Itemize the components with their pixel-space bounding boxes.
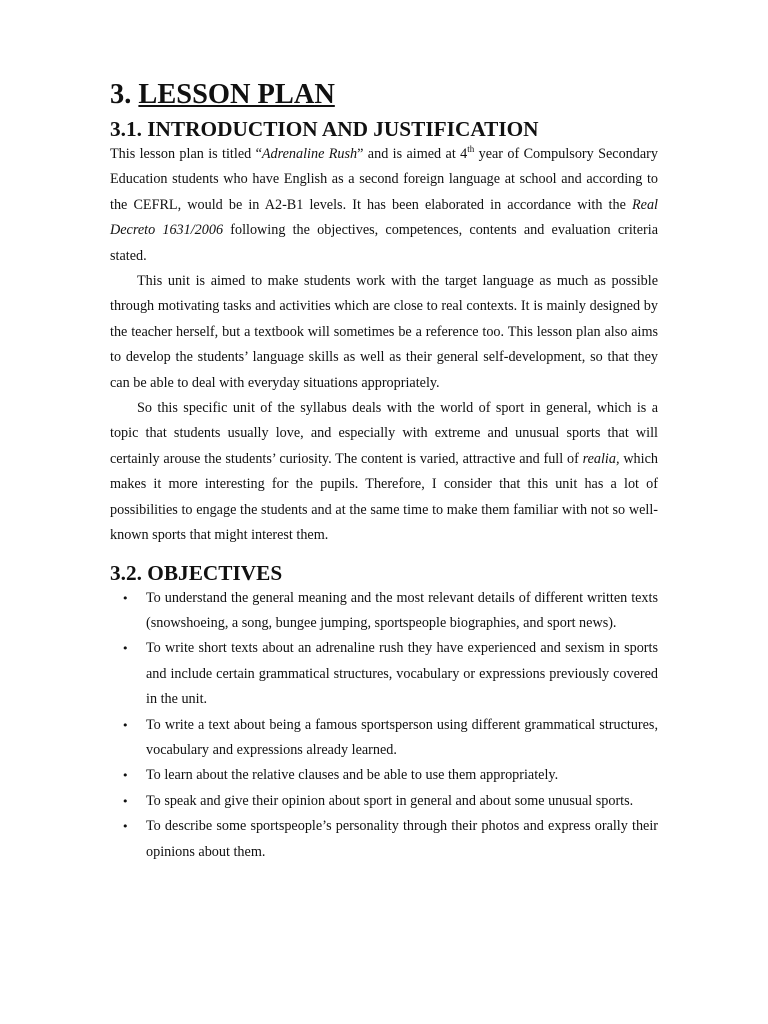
lesson-title: Adrenaline Rush	[261, 146, 358, 162]
intro-heading: 3.1. INTRODUCTION AND JUSTIFICATION	[110, 117, 539, 141]
document-page	[110, 79, 659, 865]
section-number: 3.	[110, 79, 132, 110]
bullet-icon: •	[122, 794, 129, 808]
intro-paragraph-2: This unit is aimed to make students work with the target language as much as possible through motivating tasks and activities which are close to real contexts. It is mainly designed by the teacher herself, but a textbook will sometimes be a reference too. This lesson plan also aims to develop the students’ language skills as well as their general self-development, so that they can be able to deal with everyday situations appropriately.	[110, 273, 658, 391]
ordinal-suffix: th	[467, 144, 475, 154]
decree-reference: Real Decreto 1631/2006	[110, 196, 658, 239]
section-heading	[110, 79, 658, 110]
list-item: • To learn about the relative clauses and be able to use them appropriately.	[110, 763, 658, 788]
bullet-icon: •	[122, 642, 129, 656]
list-item: • To understand the general meaning and the most relevant details of different written texts (snowshoeing, a song, bungee jumping, sportspeople biographies, and sport news).	[110, 586, 658, 637]
list-item: • To write short texts about an adrenaline rush they have experienced and sexism in sports and include certain grammatical structures, vocabulary or expressions previously covered in the unit.	[110, 636, 658, 712]
section-title: LESSON PLAN	[138, 79, 335, 110]
objectives-list	[110, 586, 658, 865]
list-item: • To speak and give their opinion about sport in general and about some unusual sports.	[110, 789, 658, 814]
realia-term: realia,	[582, 450, 620, 467]
list-item: • To write a text about being a famous sportsperson using different grammatical structures, vocabulary and expressions already learned.	[110, 713, 658, 764]
intro-paragraph-1: This lesson plan is titled “Adrenaline Rush” and is aimed at 4th year of Compulsory Secondary Education students who have English as a second foreign language at school and according to the CEFRL, would be in A2-B1 levels. It has been elaborated in accordance with the Real Decreto 1631/2006 following the objectives, competences, contents and evaluation criteria stated.	[110, 144, 659, 264]
bullet-icon: •	[122, 591, 129, 605]
bullet-icon: •	[122, 769, 129, 783]
bullet-icon: •	[122, 820, 129, 834]
list-item: • To describe some sportspeople’s personality through their photos and express orally their opinions about them.	[110, 814, 658, 865]
intro-paragraph-3: So this specific unit of the syllabus deals with the world of sport in general, which is a topic that students usually love, and especially with extreme and unusual sports that will certainly arouse the students’ curiosity. The content is varied, attractive and full of realia, which makes it more interesting for the pupils. Therefore, I consider that this unit has a lot of possibilities to engage the students and at the same time to make them familiar with not so well-known sports that might interest them.	[110, 400, 658, 544]
bullet-icon: •	[122, 718, 129, 732]
objectives-heading: 3.2. OBJECTIVES	[110, 560, 283, 585]
